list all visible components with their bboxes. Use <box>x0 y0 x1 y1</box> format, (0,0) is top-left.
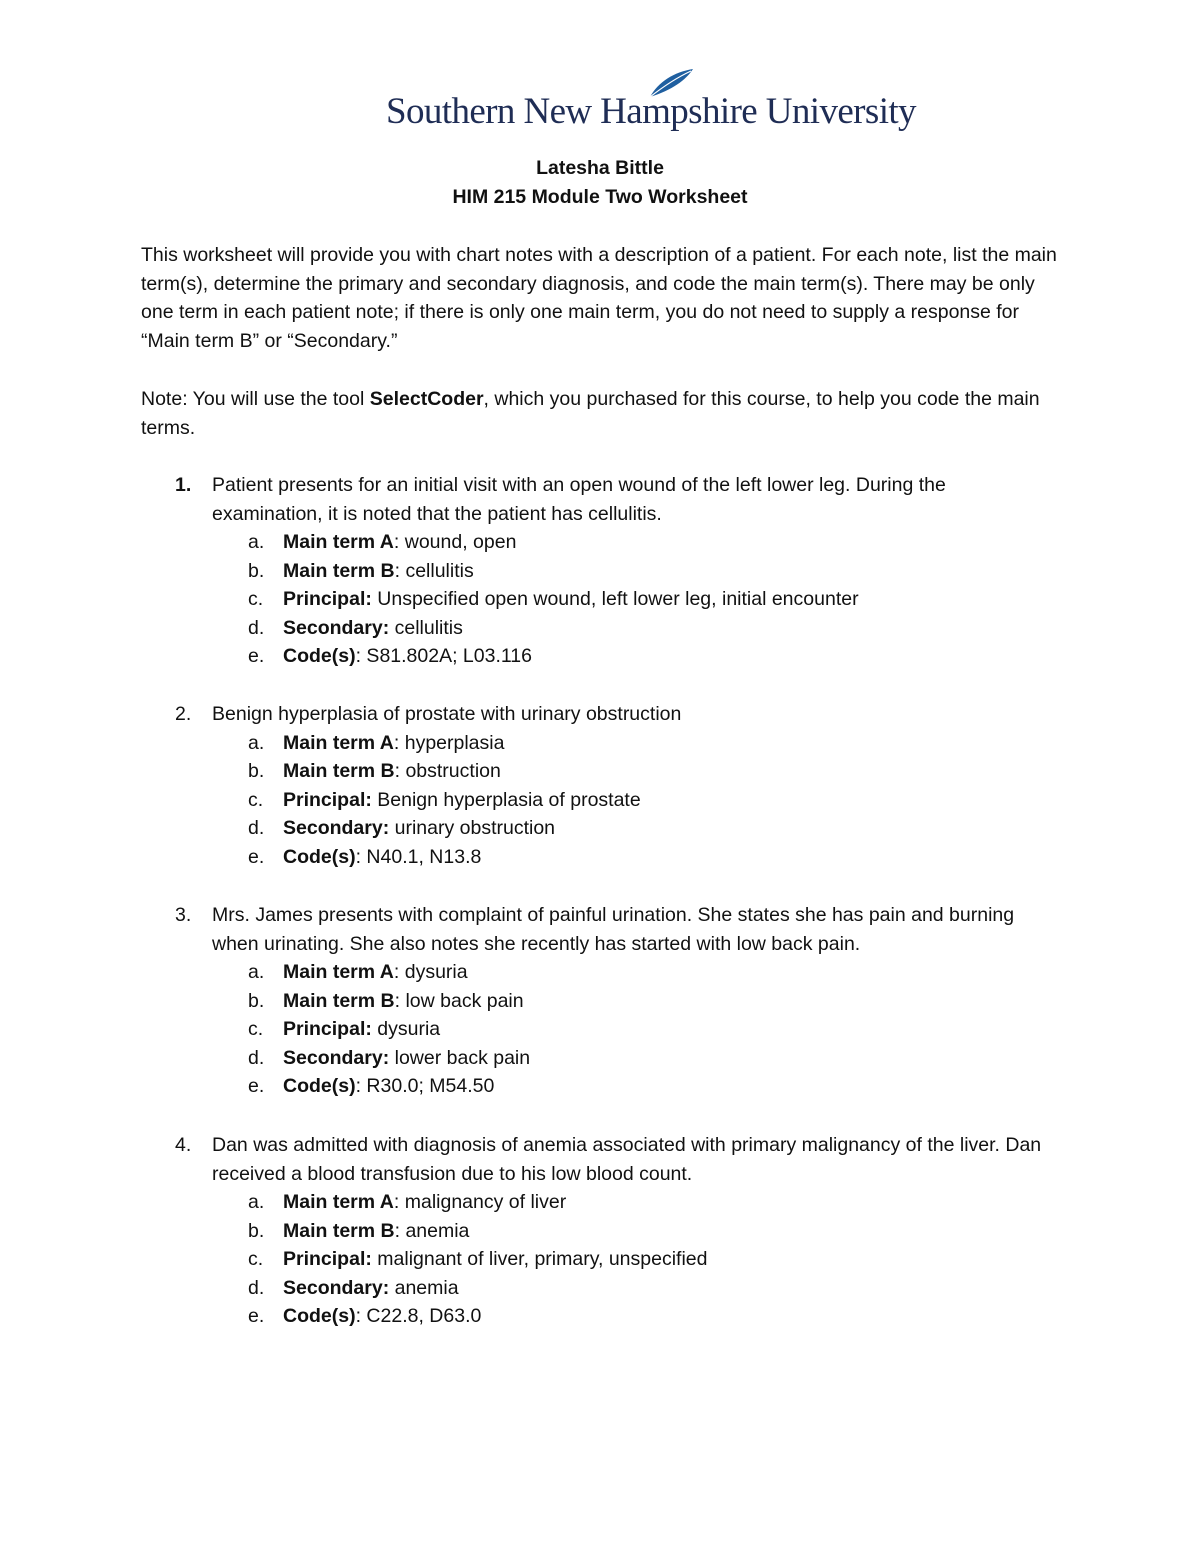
item-value: dysuria <box>371 1018 441 1040</box>
item-value: S81.802A; L03.116 <box>361 645 532 667</box>
item-label: Code(s) <box>283 645 356 667</box>
item-value: Unspecified open wound, left lower leg, initial encounter <box>371 588 859 610</box>
item-label: Main term B <box>283 1219 395 1242</box>
note-paragraph <box>141 385 1061 442</box>
document-header <box>0 154 1200 212</box>
worksheet-title: HIM 215 Module Two Worksheet <box>452 186 748 208</box>
item-value: cellulitis <box>389 616 463 639</box>
item-label: Main term A <box>283 731 394 754</box>
item-label: Main term B <box>283 559 395 582</box>
item-label: Secondary: <box>283 817 390 839</box>
item-value: dysuria <box>399 961 468 983</box>
question-text: Benign hyperplasia of prostate with urinary obstruction <box>212 703 682 725</box>
question-number: 3. <box>175 904 192 926</box>
item-value: wound, open <box>399 531 517 553</box>
question-text: Mrs. James presents with complaint of painful urination. She states she has pain and burning when urinating. She also notes she recently has started with low back pain. <box>212 904 1015 955</box>
item-value: C22.8, D63.0 <box>361 1305 482 1327</box>
item-value: hyperplasia <box>399 731 505 754</box>
item-value: anemia <box>389 1276 459 1299</box>
item-label: Main term A <box>283 1191 394 1213</box>
item-label: Code(s) <box>283 1305 356 1327</box>
item-value: R30.0; M54.50 <box>361 1075 495 1097</box>
item-value: malignancy of liver <box>399 1191 567 1213</box>
question-number: 2. <box>175 703 192 725</box>
student-name: Latesha Bittle <box>536 157 664 179</box>
item-label: Principal: <box>283 1248 372 1270</box>
item-value: lower back pain <box>389 1046 531 1069</box>
intro-paragraph: This worksheet will provide you with chart notes with a description of a patient. For each note, list the main term(s), determine the primary and secondary diagnosis, and code the main term(s). There may be only one term in each patient note; if there is only one main term, you do not need to supply a response for “Main term B” or “Secondary.” <box>141 244 1057 352</box>
item-value: obstruction <box>400 760 501 782</box>
question-number: 4. <box>175 1134 192 1156</box>
item-value: Benign hyperplasia of prostate <box>371 788 641 811</box>
question-text: Dan was admitted with diagnosis of anemia associated with primary malignancy of the liver. Dan received a blood transfusion due to his low blood count. <box>212 1134 1042 1185</box>
item-label: Main term B <box>283 989 395 1012</box>
item-label: Principal: <box>283 1018 372 1040</box>
item-label: Principal: <box>283 588 372 610</box>
item-label: Secondary: <box>283 1276 390 1299</box>
tool-name: SelectCoder <box>369 388 484 410</box>
note-suffix: , which you purchased for this course, to help you code the main terms. <box>141 388 1040 439</box>
item-label: Main term A <box>283 961 394 983</box>
item-label: Code(s) <box>283 845 356 868</box>
item-value: N40.1, N13.8 <box>361 845 482 868</box>
item-label: Secondary: <box>283 1046 390 1069</box>
item-label: Main term A <box>283 531 394 553</box>
logo-text: Southern New Hampshire University <box>386 91 916 132</box>
question-number: 1. <box>175 474 192 496</box>
item-value: urinary obstruction <box>389 817 556 839</box>
item-label: Code(s) <box>283 1075 356 1097</box>
item-label: Main term B <box>283 760 395 782</box>
note-prefix: Note: You will use the tool <box>141 388 370 410</box>
item-label: Principal: <box>283 788 372 811</box>
item-value: low back pain <box>400 989 524 1012</box>
worksheet-page: Southern New Hampshire University Latesha Bittle HIM 215 Module Two Worksheet This worksheet will provide you with chart notes with a description of a patient. For each note, list the main term(s), determine the primary and secondary diagnosis, and code the main term(s). There may be only one term in each patient note; if there is only one main term, you do not need to supply a response for “Main term B” or “Secondary.” Note: You will use the tool SelectCoder, which you purchased for this course, to help you code the main terms. 1. Patient presents for an initial visit with an open wound of the left lower leg. During the examination, it is noted that the patient has cellulitis. a. Main term A: wound, open b. Main term B: cellulitis c. Principal: Unspecified open wound, left lower leg, initial encounter d. Secondary: cellulitis e. Code(s): S81.802A; L03.116 2. Benign hyperplasia of prostate with urinary obstruction a. Main term A: hyperplasia b. Main term B: obstruction c. Principal: Benign hyperplasia of prostate d. Secondary: urinary obstruction e. Code(s): N40.1, N13.8 3. Mrs. James presents with complaint of painful urination. She states she has pain and burning when urinating. She also notes she recently has started with low back pain. a. Main term A: dysuria b. Main term B: low back pain c. Principal: dysuria d. Secondary: lower back pain e. Code(s): R30.0; M54.50 4. Dan was admitted with diagnosis of anemia associated with primary malignancy of the liver. Dan received a blood transfusion due to his low blood count. a. Main term A: malignancy of liver b. Main term B: anemia c. Principal: malignant of liver, primary, unspecified d. Secondary: anemia e. Code(s): C22.8, D63.0 <box>0 0 1200 1553</box>
question-text: Patient presents for an initial visit with an open wound of the left lower leg. During the examination, it is noted that the patient has cellulitis. <box>212 474 946 525</box>
item-value: malignant of liver, primary, unspecified <box>371 1248 708 1270</box>
item-label: Secondary: <box>283 616 390 639</box>
university-logo <box>386 68 916 136</box>
item-value: anemia <box>400 1219 470 1242</box>
item-value: cellulitis <box>400 559 474 582</box>
